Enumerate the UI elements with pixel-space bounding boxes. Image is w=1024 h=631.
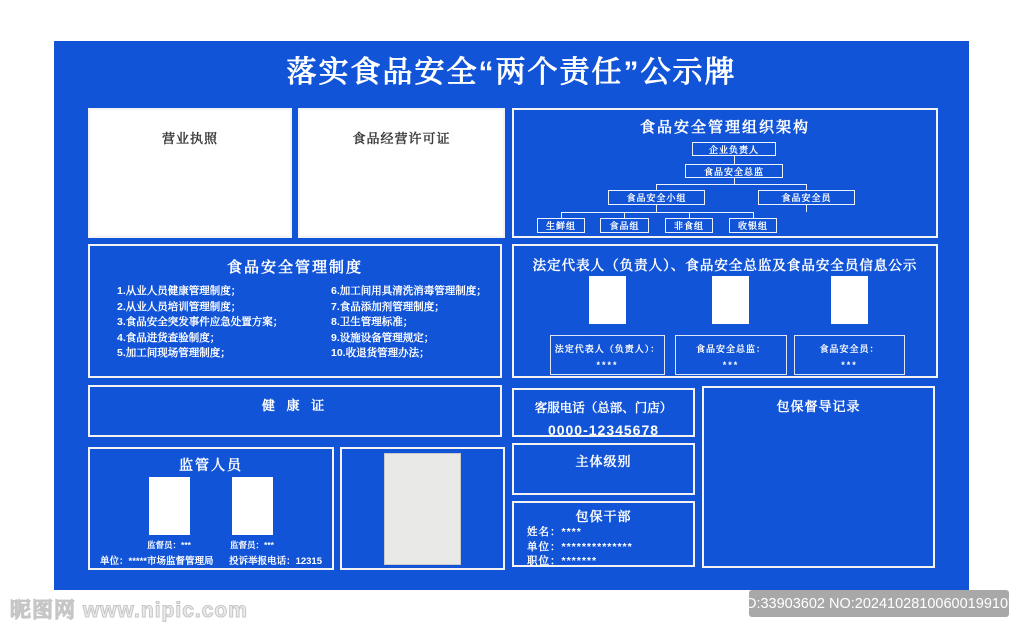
safety-rules-title: 食品安全管理制度: [226, 259, 363, 276]
cadre-position: 职位：*******: [527, 555, 598, 567]
rule-item: 6.加工间用具清洗消毒管理制度；: [331, 285, 487, 297]
nipic-watermark: 昵图网 www.nipic.com: [10, 599, 248, 622]
rules-column-left: [117, 284, 283, 362]
food-permit-label: 食品经营许可证: [352, 131, 451, 146]
safety-officer-value: ***: [841, 360, 858, 370]
food-permit-box: [298, 108, 505, 238]
org-node-nonfood-group: 非食组: [665, 218, 713, 233]
org-node-safety-officer: 食品安全员: [758, 190, 855, 205]
safety-officer-name-box: [794, 335, 905, 375]
rules-column-right: [331, 284, 487, 362]
legal-rep-photo-placeholder: [589, 276, 626, 324]
org-node-safety-group: 食品安全小组: [608, 190, 705, 205]
org-chart-title: 食品安全管理组织架构: [639, 119, 810, 136]
page-title: 落实食品安全“两个责任”公示牌: [286, 56, 737, 89]
notice-board: [54, 41, 969, 590]
rule-item: 8.卫生管理标准；: [331, 316, 414, 328]
service-phone-number: 0000-12345678: [547, 422, 660, 438]
cadre-name: 姓名：****: [527, 526, 582, 538]
safety-officer-photo-placeholder: [831, 276, 868, 324]
supervision-record-title: 包保督导记录: [776, 399, 861, 414]
org-connector: [806, 184, 807, 190]
supervisors-contact-row: [90, 553, 332, 567]
rule-item: 1.从业人员健康管理制度；: [117, 285, 242, 297]
personnel-info-box: [512, 244, 938, 378]
rule-item: 9.设施设备管理规定；: [331, 331, 435, 344]
safety-director-value: ***: [722, 360, 740, 370]
legal-rep-value: ****: [596, 360, 619, 370]
org-node-enterprise-head: 企业负责人: [692, 142, 776, 156]
org-connector: [753, 212, 754, 218]
complaint-hotline: 投诉举报电话：12315: [229, 556, 322, 567]
supervisor-photo-placeholder: [149, 477, 190, 535]
supervisors-box: [88, 447, 334, 570]
business-license-label: 营业执照: [161, 131, 218, 146]
cadre-title: 包保干部: [575, 509, 632, 524]
safety-director-photo-placeholder: [712, 276, 749, 324]
legal-rep-label: 法定代表人（负责人）：: [554, 344, 661, 354]
org-node-cashier-group: 收银组: [729, 218, 777, 233]
org-connector: [561, 212, 562, 218]
org-connector: [656, 184, 657, 190]
org-connector: [689, 212, 690, 218]
entity-level-box: [512, 443, 695, 495]
safety-officer-label: 食品安全员：: [819, 344, 880, 354]
org-connector: [734, 156, 735, 164]
supervisor-name: 监督员：***: [230, 540, 274, 550]
safety-director-name-box: [675, 335, 787, 375]
business-license-box: [88, 108, 292, 238]
image-id-badge: ID:33903602 NO:20241028100600199107: [749, 590, 1009, 617]
supervision-record-box: [702, 386, 935, 568]
cadre-unit: 单位：**************: [527, 540, 633, 553]
org-connector: [624, 212, 625, 218]
photo-holder-box: [340, 447, 505, 570]
service-phone-title: 客服电话（总部、门店）: [534, 401, 673, 415]
org-node-safety-director: 食品安全总监: [685, 164, 783, 178]
cadre-box: [512, 501, 695, 567]
safety-director-label: 食品安全总监：: [695, 344, 766, 354]
supervisor-photo-placeholder: [232, 477, 273, 535]
rule-item: 7.食品添加剂管理制度；: [331, 300, 445, 313]
cadre-details: [527, 525, 633, 569]
safety-rules-box: [88, 244, 502, 378]
supervisors-title: 监管人员: [179, 457, 243, 473]
org-connector: [806, 205, 807, 212]
org-connector: [656, 184, 807, 185]
rule-item: 2.从业人员培训管理制度；: [117, 300, 242, 313]
personnel-info-title: 法定代表人（负责人）、食品安全总监及食品安全员信息公示: [532, 258, 918, 273]
service-phone-box: [512, 388, 695, 437]
supervisor-unit: 单位：*****市场监督管理局: [100, 556, 214, 567]
rule-item: 5.加工间现场管理制度；: [117, 347, 231, 359]
rule-item: 3.食品安全突发事件应急处置方案；: [117, 316, 284, 328]
org-connector: [656, 205, 657, 212]
entity-level-title: 主体级别: [575, 454, 632, 469]
health-cert-title: 健 康 证: [261, 398, 329, 413]
photo-placeholder: [384, 453, 461, 565]
health-cert-box: [88, 385, 502, 437]
legal-rep-name-box: [550, 335, 665, 375]
org-node-food-group: 食品组: [600, 218, 649, 233]
org-connector: [561, 212, 753, 213]
rule-item: 4.食品进货查验制度；: [117, 331, 221, 344]
rule-item: 10.收退货管理办法；: [331, 347, 430, 359]
supervisor-name: 监督员：***: [147, 540, 191, 550]
org-chart-box: [512, 108, 938, 238]
org-node-fresh-group: 生鲜组: [537, 218, 585, 233]
